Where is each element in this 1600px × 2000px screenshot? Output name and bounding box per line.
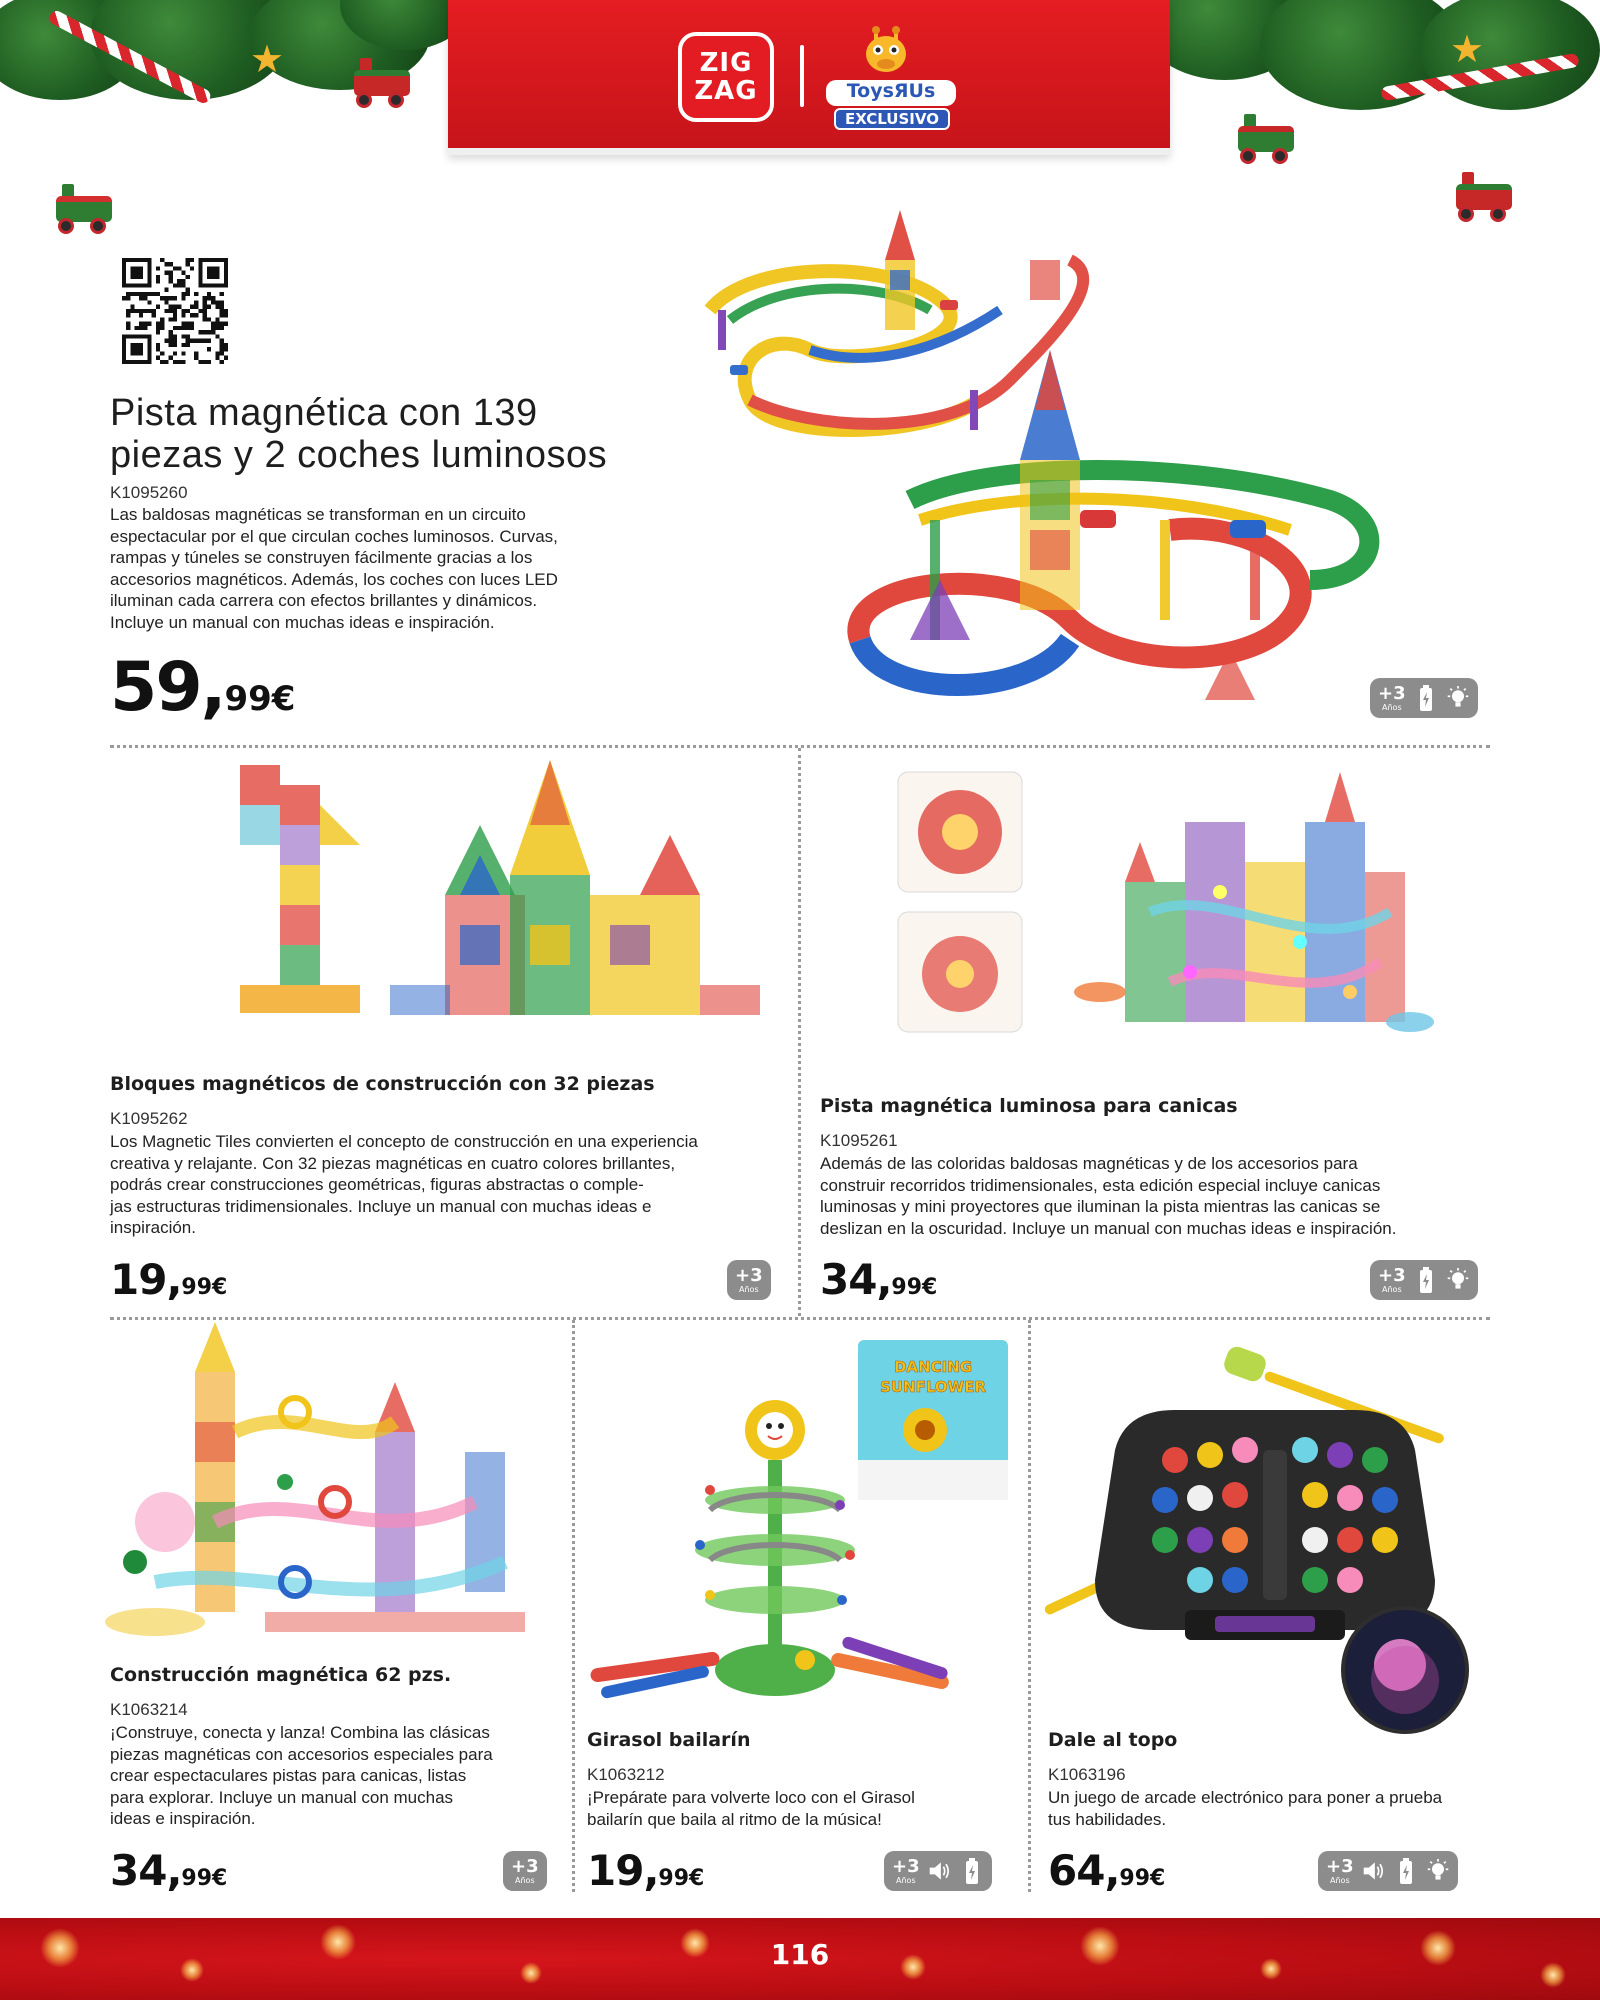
product-description: Las baldosas magnéticas se transforman en un circuito espectacular por el que circulan coches luminosos. Curvas, rampas y túneles se construyen fácilmente gracias a los accesorios magnéticos. Además, los coches con luces LED iluminan cada carrera con efectos brillantes y dinámicos. Incluye un manual con muchas ideas e inspiración. — [110, 505, 558, 632]
christmas-garland-left: ★ — [0, 0, 520, 180]
product-description: ¡Prepárate para volverte loco con el Girasol bailarín que baila al ritmo de la música! — [587, 1788, 915, 1829]
age-rating: +3 Años — [1378, 1264, 1406, 1294]
product-sku: K1095260 — [110, 483, 188, 502]
page-footer — [0, 1918, 1600, 2000]
qr-code[interactable] — [122, 258, 228, 364]
product-sku: K1063196 — [1048, 1765, 1126, 1784]
product-title: Girasol bailarín — [587, 1729, 751, 1751]
light-bulb-icon — [1446, 684, 1470, 712]
age-rating: +3 Años — [1326, 1855, 1354, 1885]
magnetic-blocks-image — [230, 755, 770, 1055]
luminous-marble-track-image — [890, 762, 1450, 1062]
page-number: 116 — [770, 1938, 830, 1971]
exclusive-tag: EXCLUSIVO — [834, 108, 950, 130]
magnetic-track-image — [690, 200, 1400, 720]
product-description: Los Magnetic Tiles convierten el concepto de construcción en una experiencia creativa y relajante. Con 32 piezas magnéticas en cuatro colores brillantes, podrás crear construcciones geométricas, figuras abstractas o comple- jas estructuras tridimensionales. Incluye un manual con muchas ideas e inspiración. — [110, 1132, 698, 1237]
age-feature-badge — [1370, 1260, 1478, 1300]
light-bulb-icon — [1426, 1857, 1450, 1885]
toysrus-wordmark: ToysЯUs — [826, 80, 956, 106]
product-price: 19,99€ — [587, 1846, 705, 1895]
product-sku: K1063212 — [587, 1765, 665, 1784]
zigzag-logo: ZIG ZAG — [678, 32, 774, 122]
column-divider — [798, 748, 801, 1316]
brand-divider — [800, 45, 804, 107]
train-ornament-icon — [346, 56, 418, 108]
battery-icon — [1414, 1266, 1438, 1294]
speaker-icon — [1362, 1857, 1386, 1885]
product-sku: K1063214 — [110, 1700, 188, 1719]
product-description: Un juego de arcade electrónico para poner a prueba tus habilidades. — [1048, 1788, 1443, 1829]
battery-icon — [1414, 684, 1438, 712]
product-title: Pista magnética con 139 piezas y 2 coches luminosos — [110, 392, 608, 476]
age-rating: +3 Años — [735, 1264, 763, 1294]
brand-banner — [448, 0, 1170, 155]
whack-a-mole-image — [1035, 1330, 1485, 1740]
product-title: Construcción magnética 62 pzs. — [110, 1664, 452, 1686]
box-title-line: DANCING — [893, 1358, 973, 1376]
age-rating: +3 Años — [511, 1855, 539, 1885]
train-ornament-icon — [1448, 170, 1520, 222]
product-price: 34,99€ — [820, 1255, 938, 1304]
christmas-garland-right: ★ — [1080, 0, 1600, 180]
giraffe-icon — [856, 24, 916, 80]
product-description: Además de las coloridas baldosas magnéticas y de los accesorios para construir recorridos tridimensionales, esta edición especial incluye canicas luminosas y mini proyectores que iluminan la pista mientras las canicas se deslizan en la oscuridad. Incluye un manual con muchas ideas e inspiración. — [820, 1154, 1397, 1238]
age-feature-badge — [1318, 1851, 1458, 1891]
product-price: 34,99€ — [110, 1846, 228, 1895]
magnetic-construction-image — [95, 1322, 565, 1662]
speaker-icon — [928, 1857, 952, 1885]
toysrus-logo — [820, 24, 960, 132]
product-price: 19,99€ — [110, 1255, 228, 1304]
light-bulb-icon — [1446, 1266, 1470, 1294]
section-divider — [110, 1317, 1490, 1320]
column-divider — [572, 1320, 575, 1892]
age-rating: +3 Años — [892, 1855, 920, 1885]
box-title-line: SUNFLOWER — [880, 1378, 986, 1396]
product-description: ¡Construye, conecta y lanza! Combina las clásicas piezas magnéticas con accesorios especiales para crear espectaculares pistas para canicas, listas para explorar. Incluye un manual con muchas ideas e inspiración. — [110, 1723, 493, 1828]
battery-icon — [1394, 1857, 1418, 1885]
product-price: 64,99€ — [1048, 1846, 1166, 1895]
battery-icon — [960, 1857, 984, 1885]
product-title: Pista magnética luminosa para canicas — [820, 1095, 1238, 1117]
age-feature-badge — [503, 1851, 547, 1891]
age-feature-badge — [727, 1260, 771, 1300]
age-feature-badge — [884, 1851, 992, 1891]
product-title: Dale al topo — [1048, 1729, 1178, 1751]
product-title: Bloques magnéticos de construcción con 32 piezas — [110, 1073, 655, 1095]
product-price: 59,99€ — [110, 648, 296, 727]
train-ornament-icon — [1230, 112, 1302, 164]
product-sku: K1095262 — [110, 1109, 188, 1128]
product-sku: K1095261 — [820, 1131, 898, 1150]
age-rating: +3 Años — [1378, 682, 1406, 712]
column-divider — [1028, 1320, 1031, 1892]
train-ornament-icon — [48, 182, 120, 234]
dancing-sunflower-image — [580, 1330, 1020, 1720]
